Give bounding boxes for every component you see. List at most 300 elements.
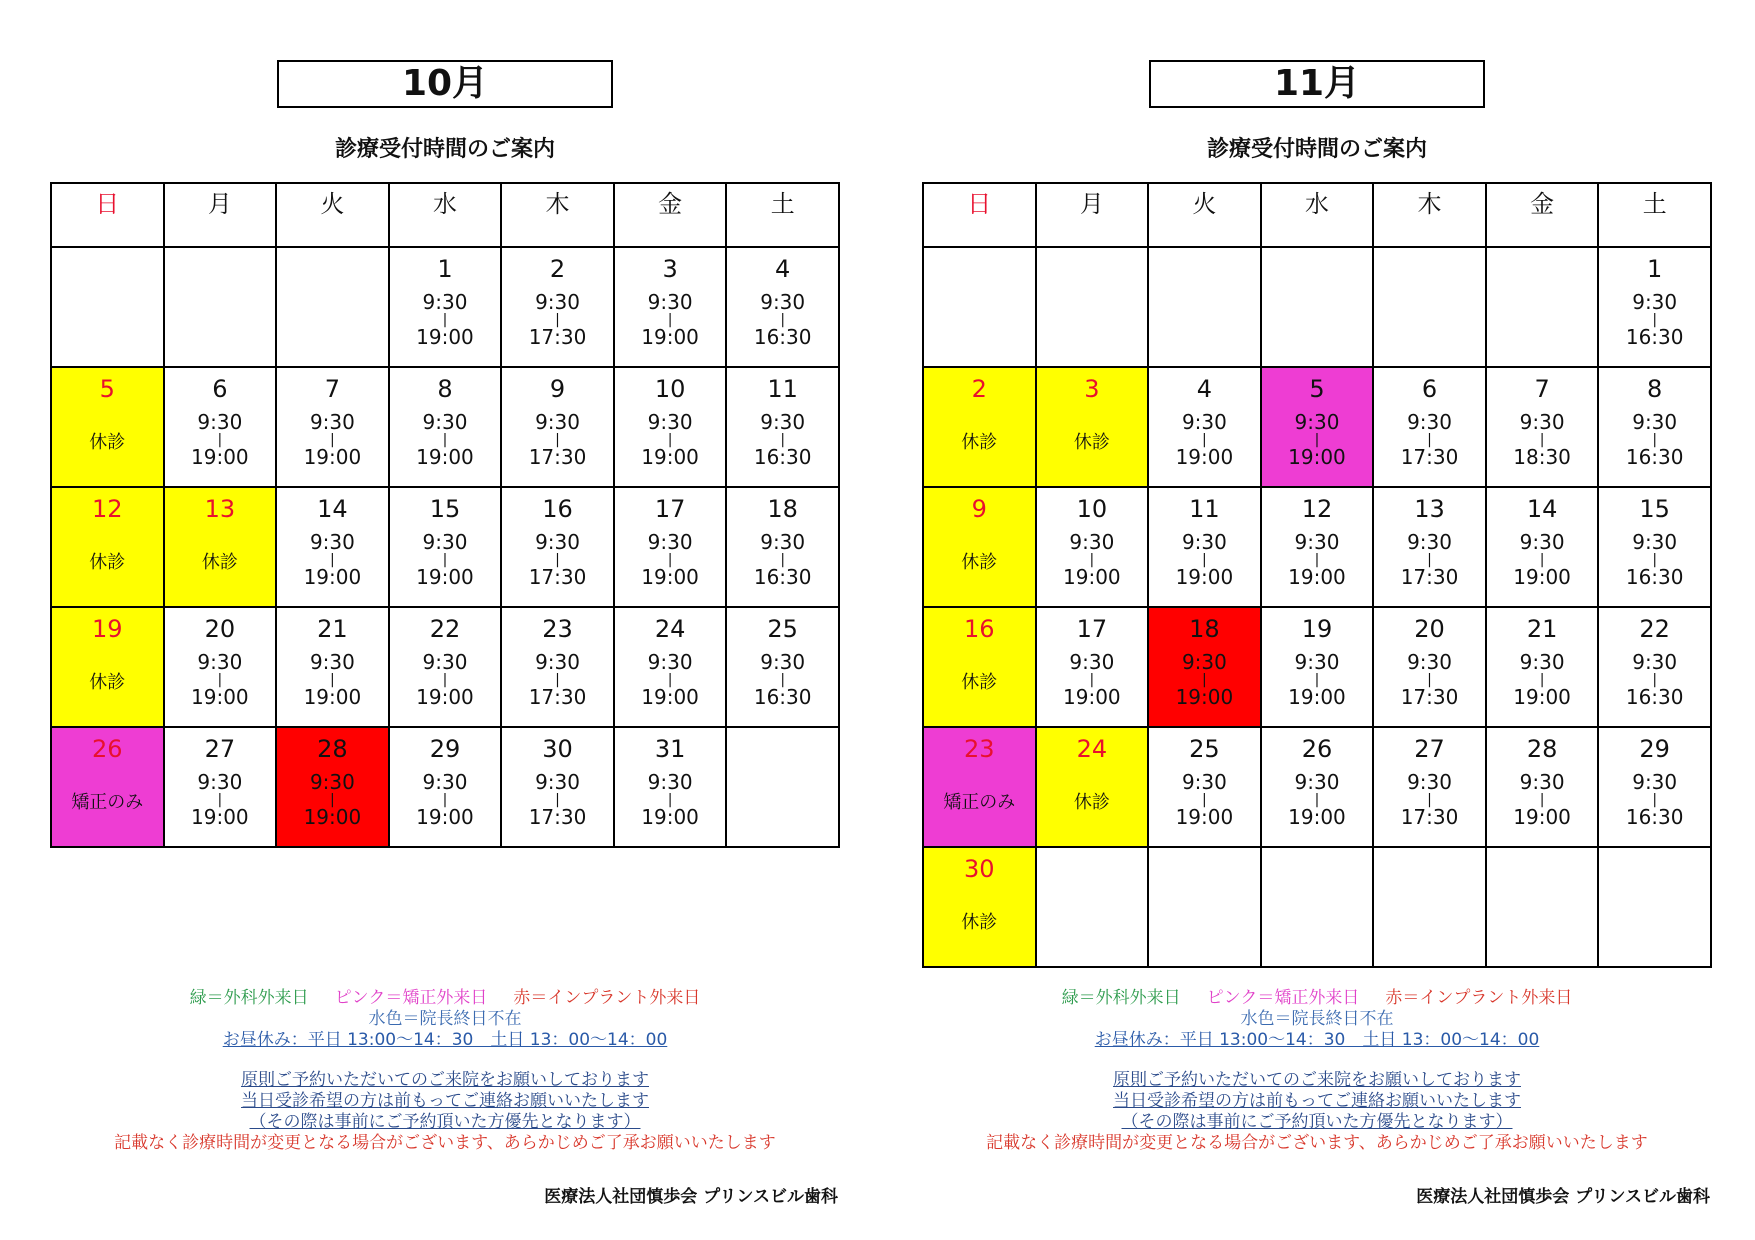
end-time: 16:30 (753, 565, 812, 589)
day-cell (1486, 607, 1599, 727)
day-cell (1598, 367, 1711, 487)
time-separator: | (1089, 552, 1095, 568)
end-time: 19:00 (303, 565, 362, 589)
day-cell (614, 487, 727, 607)
day-number: 22 (1639, 615, 1670, 643)
day-number: 29 (1639, 735, 1670, 763)
end-time: 17:30 (528, 685, 587, 709)
time-separator: | (1427, 552, 1432, 568)
day-cell (1598, 727, 1711, 847)
day-number: 27 (1414, 735, 1445, 763)
time-separator: | (1314, 552, 1320, 568)
time-separator: | (1539, 672, 1545, 688)
time-separator: | (442, 672, 448, 688)
start-time: 9:30 (535, 290, 580, 314)
week-row (51, 247, 839, 367)
week-row (51, 607, 839, 727)
lunch-break-note: お昼休み：平日 13:00～14：30 土日 13：00～14：00 (222, 1030, 668, 1050)
start-time: 9:30 (1181, 410, 1227, 434)
day-cell (51, 487, 164, 607)
end-time: 19:00 (191, 805, 249, 829)
calendar-table (50, 182, 840, 848)
day-note: 休診 (961, 552, 998, 573)
empty-day-cell (1261, 847, 1374, 967)
end-time: 16:30 (753, 685, 812, 709)
month-title: 11月 (1149, 60, 1485, 108)
day-cell (164, 727, 277, 847)
day-note: 休診 (89, 432, 126, 453)
end-time: 16:30 (1625, 325, 1684, 349)
end-time: 16:30 (1625, 685, 1684, 709)
day-cell (51, 727, 164, 847)
legend-red: 赤＝インプラント外来日 (513, 988, 701, 1008)
time-separator: | (667, 672, 673, 688)
day-note: 休診 (201, 552, 238, 573)
day-cell (389, 367, 502, 487)
day-cell (1148, 367, 1261, 487)
end-time: 19:00 (1175, 805, 1234, 829)
day-cell (276, 487, 389, 607)
day-number: 1 (1647, 255, 1663, 283)
day-number: 3 (662, 255, 678, 283)
start-time: 9:30 (760, 650, 806, 674)
time-separator: | (1652, 552, 1658, 568)
time-separator: | (555, 552, 560, 568)
time-separator: | (1202, 672, 1207, 688)
day-number: 11 (1189, 495, 1220, 523)
end-time: 19:00 (416, 325, 474, 349)
end-time: 17:30 (528, 325, 587, 349)
weekday-wed: 水 (1261, 183, 1374, 247)
empty-day-cell (1036, 847, 1149, 967)
day-cell (276, 367, 389, 487)
end-time: 19:00 (1063, 685, 1121, 709)
day-cell (1373, 727, 1486, 847)
legend-pink: ピンク＝矯正外来日 (1206, 988, 1360, 1008)
day-note: 休診 (1073, 792, 1110, 813)
calendar-body (923, 247, 1711, 967)
end-time: 19:00 (416, 445, 474, 469)
day-cell (614, 607, 727, 727)
weekday-tue: 火 (276, 183, 389, 247)
time-separator: | (1539, 792, 1545, 808)
time-separator: | (330, 552, 335, 568)
end-time: 18:30 (1513, 445, 1571, 469)
time-separator: | (1539, 432, 1545, 448)
end-time: 17:30 (1400, 685, 1459, 709)
start-time: 9:30 (422, 530, 468, 554)
end-time: 16:30 (1625, 565, 1684, 589)
end-time: 19:00 (1513, 805, 1571, 829)
empty-day-cell (1486, 847, 1599, 967)
legend-blue: 水色＝院長終日不在 (368, 1009, 522, 1029)
legend (50, 988, 840, 1051)
time-separator: | (1202, 792, 1207, 808)
day-cell (1036, 487, 1149, 607)
day-cell (614, 727, 727, 847)
legend-green: 緑＝外科外来日 (1061, 988, 1181, 1008)
end-time: 19:00 (1513, 565, 1571, 589)
time-separator: | (442, 432, 448, 448)
policy-line-1: 原則ご予約いただいてのご来院をお願いしております (1113, 1070, 1521, 1090)
day-number: 26 (1301, 735, 1333, 763)
day-number: 5 (1309, 375, 1325, 403)
end-time: 17:30 (528, 805, 587, 829)
calendar-table (922, 182, 1712, 968)
day-number: 30 (542, 735, 573, 763)
day-cell (1598, 607, 1711, 727)
start-time: 9:30 (760, 530, 806, 554)
day-number: 30 (964, 855, 995, 883)
day-number: 11 (767, 375, 798, 403)
day-cell (1036, 367, 1149, 487)
day-cell (726, 247, 839, 367)
day-cell (164, 367, 277, 487)
time-separator: | (667, 792, 673, 808)
weekday-thu: 木 (501, 183, 614, 247)
calendar-body (51, 247, 839, 847)
time-separator: | (1314, 672, 1320, 688)
day-cell (1373, 487, 1486, 607)
start-time: 9:30 (535, 770, 580, 794)
start-time: 9:30 (1632, 290, 1678, 314)
end-time: 19:00 (1513, 685, 1571, 709)
time-separator: | (330, 672, 335, 688)
day-note: 休診 (89, 672, 126, 693)
schedule-subtitle: 診療受付時間のご案内 (1206, 137, 1427, 162)
day-number: 31 (654, 735, 686, 763)
day-cell (923, 727, 1036, 847)
start-time: 9:30 (1407, 650, 1452, 674)
start-time: 9:30 (647, 770, 693, 794)
day-note: 矯正のみ (943, 792, 1016, 813)
policy-line-4: 記載なく診療時間が変更となる場合がございます、あらかじめご了承お願いいたします (114, 1133, 776, 1153)
end-time: 19:00 (1063, 565, 1121, 589)
empty-day-cell (164, 247, 277, 367)
day-cell (164, 607, 277, 727)
end-time: 16:30 (1625, 805, 1684, 829)
time-separator: | (555, 432, 560, 448)
day-note: 休診 (1073, 432, 1110, 453)
time-separator: | (1089, 672, 1095, 688)
start-time: 9:30 (535, 650, 580, 674)
time-separator: | (217, 432, 223, 448)
empty-day-cell (923, 247, 1036, 367)
day-number: 14 (1526, 495, 1558, 523)
end-time: 19:00 (1175, 445, 1234, 469)
day-cell (389, 727, 502, 847)
time-separator: | (780, 552, 786, 568)
day-number: 9 (549, 375, 566, 403)
day-number: 2 (971, 375, 987, 403)
day-number: 15 (429, 495, 461, 523)
day-number: 13 (204, 495, 236, 523)
week-row (923, 247, 1711, 367)
weekday-fri: 金 (1486, 183, 1599, 247)
start-time: 9:30 (422, 650, 468, 674)
weekday-fri: 金 (614, 183, 727, 247)
clinic-name: 医療法人社団慎歩会 プリンスビル歯科 (544, 1187, 838, 1207)
time-separator: | (780, 432, 786, 448)
day-number: 29 (429, 735, 461, 763)
start-time: 9:30 (1519, 770, 1565, 794)
day-cell (1598, 247, 1711, 367)
day-number: 7 (1534, 375, 1550, 403)
day-cell (614, 247, 727, 367)
day-cell (614, 367, 727, 487)
schedule-subtitle: 診療受付時間のご案内 (334, 137, 555, 162)
time-separator: | (780, 312, 786, 328)
end-time: 17:30 (528, 445, 587, 469)
start-time: 9:30 (309, 530, 355, 554)
end-time: 19:00 (1175, 565, 1234, 589)
day-number: 23 (964, 735, 995, 763)
week-row (923, 487, 1711, 607)
start-time: 9:30 (760, 410, 806, 434)
day-number: 4 (775, 255, 791, 283)
weekday-tue: 火 (1148, 183, 1261, 247)
day-number: 24 (1076, 735, 1108, 763)
day-number: 23 (542, 615, 573, 643)
day-number: 18 (1189, 615, 1220, 643)
policy-line-3: （その際は事前にご予約頂いた方優先となります） (1121, 1112, 1513, 1132)
time-separator: | (330, 432, 335, 448)
weekday-wed: 水 (389, 183, 502, 247)
day-number: 18 (767, 495, 798, 523)
policy-line-3: （その際は事前にご予約頂いた方優先となります） (249, 1112, 641, 1132)
day-cell (1486, 487, 1599, 607)
policy-line-2: 当日受診希望の方は前もってご連絡お願いいたします (1113, 1091, 1521, 1111)
day-number: 17 (654, 495, 686, 523)
day-number: 19 (92, 615, 123, 643)
week-row (923, 607, 1711, 727)
week-row (51, 727, 839, 847)
start-time: 9:30 (535, 410, 580, 434)
empty-day-cell (51, 247, 164, 367)
day-number: 25 (1189, 735, 1220, 763)
day-cell (51, 367, 164, 487)
day-number: 20 (1414, 615, 1445, 643)
end-time: 19:00 (1175, 685, 1234, 709)
start-time: 9:30 (309, 650, 355, 674)
day-number: 13 (1414, 495, 1445, 523)
month-title: 10月 (277, 60, 613, 108)
day-cell (501, 727, 614, 847)
day-cell (51, 607, 164, 727)
start-time: 9:30 (1632, 530, 1678, 554)
policy-notes (50, 1070, 840, 1154)
end-time: 19:00 (641, 685, 699, 709)
lunch-break-note: お昼休み：平日 13:00～14：30 土日 13：00～14：00 (1094, 1030, 1540, 1050)
day-number: 5 (99, 375, 115, 403)
day-cell (389, 607, 502, 727)
legend-pink: ピンク＝矯正外来日 (334, 988, 488, 1008)
day-cell (1598, 487, 1711, 607)
start-time: 9:30 (1519, 530, 1565, 554)
start-time: 9:30 (1294, 650, 1340, 674)
start-time: 9:30 (760, 290, 806, 314)
empty-day-cell (1148, 247, 1261, 367)
time-separator: | (1652, 792, 1658, 808)
day-cell (501, 367, 614, 487)
end-time: 16:30 (753, 325, 812, 349)
end-time: 19:00 (1288, 565, 1346, 589)
day-note: 休診 (961, 672, 998, 693)
day-note: 休診 (89, 552, 126, 573)
day-cell (501, 607, 614, 727)
start-time: 9:30 (1181, 770, 1227, 794)
end-time: 19:00 (641, 805, 699, 829)
legend (922, 988, 1712, 1051)
start-time: 9:30 (535, 530, 580, 554)
weekday-mon: 月 (1036, 183, 1149, 247)
start-time: 9:30 (647, 290, 693, 314)
policy-line-4: 記載なく診療時間が変更となる場合がございます、あらかじめご了承お願いいたします (986, 1133, 1648, 1153)
start-time: 9:30 (1181, 650, 1227, 674)
end-time: 19:00 (641, 325, 699, 349)
end-time: 16:30 (753, 445, 812, 469)
legend-blue: 水色＝院長終日不在 (1240, 1009, 1394, 1029)
time-separator: | (555, 792, 560, 808)
empty-day-cell (1036, 247, 1149, 367)
end-time: 19:00 (303, 445, 362, 469)
empty-day-cell (1486, 247, 1599, 367)
time-separator: | (217, 792, 223, 808)
day-cell (501, 487, 614, 607)
week-row (51, 487, 839, 607)
end-time: 19:00 (641, 445, 699, 469)
end-time: 19:00 (1288, 445, 1346, 469)
day-number: 1 (437, 255, 453, 283)
end-time: 17:30 (1400, 445, 1459, 469)
day-number: 8 (1647, 375, 1663, 403)
day-number: 6 (1421, 375, 1438, 403)
day-cell (923, 607, 1036, 727)
weekday-sun: 日 (923, 183, 1036, 247)
end-time: 19:00 (191, 445, 249, 469)
time-separator: | (442, 312, 448, 328)
time-separator: | (1427, 792, 1432, 808)
day-cell (1373, 367, 1486, 487)
weekday-thu: 木 (1373, 183, 1486, 247)
end-time: 17:30 (1400, 565, 1459, 589)
day-number: 10 (654, 375, 686, 403)
day-number: 12 (92, 495, 123, 523)
end-time: 19:00 (416, 565, 474, 589)
end-time: 19:00 (641, 565, 699, 589)
day-number: 8 (437, 375, 453, 403)
day-number: 22 (429, 615, 461, 643)
start-time: 9:30 (647, 530, 693, 554)
end-time: 19:00 (1288, 685, 1346, 709)
empty-day-cell (1148, 847, 1261, 967)
end-time: 17:30 (528, 565, 587, 589)
day-cell (1261, 607, 1374, 727)
day-cell (501, 247, 614, 367)
day-number: 19 (1301, 615, 1333, 643)
policy-line-2: 当日受診希望の方は前もってご連絡お願いいたします (241, 1091, 649, 1111)
day-number: 28 (1526, 735, 1558, 763)
start-time: 9:30 (647, 650, 693, 674)
end-time: 19:00 (1288, 805, 1346, 829)
start-time: 9:30 (309, 770, 355, 794)
day-number: 6 (212, 375, 228, 403)
end-time: 19:00 (191, 685, 249, 709)
start-time: 9:30 (197, 650, 243, 674)
day-cell (1148, 487, 1261, 607)
time-separator: | (1652, 672, 1658, 688)
legend-red: 赤＝インプラント外来日 (1385, 988, 1573, 1008)
day-note: 矯正のみ (71, 792, 144, 813)
start-time: 9:30 (1069, 650, 1115, 674)
day-cell (389, 247, 502, 367)
week-row (923, 727, 1711, 847)
start-time: 9:30 (1407, 770, 1452, 794)
end-time: 19:00 (416, 805, 474, 829)
time-separator: | (1314, 432, 1320, 448)
start-time: 9:30 (422, 290, 468, 314)
day-cell (726, 607, 839, 727)
time-separator: | (1427, 672, 1432, 688)
empty-day-cell (276, 247, 389, 367)
start-time: 9:30 (309, 410, 355, 434)
week-row (923, 367, 1711, 487)
time-separator: | (1202, 552, 1207, 568)
day-number: 24 (654, 615, 686, 643)
day-cell (726, 487, 839, 607)
day-number: 12 (1301, 495, 1333, 523)
day-cell (923, 367, 1036, 487)
start-time: 9:30 (1069, 530, 1115, 554)
weekday-sat: 土 (726, 183, 839, 247)
start-time: 9:30 (647, 410, 693, 434)
time-separator: | (667, 312, 673, 328)
empty-day-cell (1598, 847, 1711, 967)
weekday-header-row (923, 183, 1711, 247)
day-cell (1036, 607, 1149, 727)
day-note: 休診 (961, 912, 998, 933)
start-time: 9:30 (1519, 650, 1565, 674)
time-separator: | (1539, 552, 1545, 568)
day-cell (923, 487, 1036, 607)
policy-notes (922, 1070, 1712, 1154)
time-separator: | (442, 792, 448, 808)
start-time: 9:30 (1294, 410, 1340, 434)
start-time: 9:30 (1632, 770, 1678, 794)
time-separator: | (1652, 312, 1658, 328)
empty-day-cell (1261, 247, 1374, 367)
clinic-name: 医療法人社団慎歩会 プリンスビル歯科 (1416, 1187, 1710, 1207)
start-time: 9:30 (1632, 650, 1678, 674)
day-number: 27 (204, 735, 236, 763)
day-number: 10 (1076, 495, 1108, 523)
day-number: 21 (1526, 615, 1558, 643)
start-time: 9:30 (1294, 530, 1340, 554)
week-row (923, 847, 1711, 967)
start-time: 9:30 (197, 410, 243, 434)
time-separator: | (780, 672, 786, 688)
time-separator: | (1427, 432, 1432, 448)
time-separator: | (555, 672, 560, 688)
day-number: 9 (971, 495, 987, 523)
day-cell (923, 847, 1036, 967)
start-time: 9:30 (1407, 410, 1452, 434)
day-cell (1261, 367, 1374, 487)
time-separator: | (667, 552, 673, 568)
start-time: 9:30 (1632, 410, 1678, 434)
day-number: 28 (317, 735, 348, 763)
end-time: 19:00 (303, 685, 362, 709)
